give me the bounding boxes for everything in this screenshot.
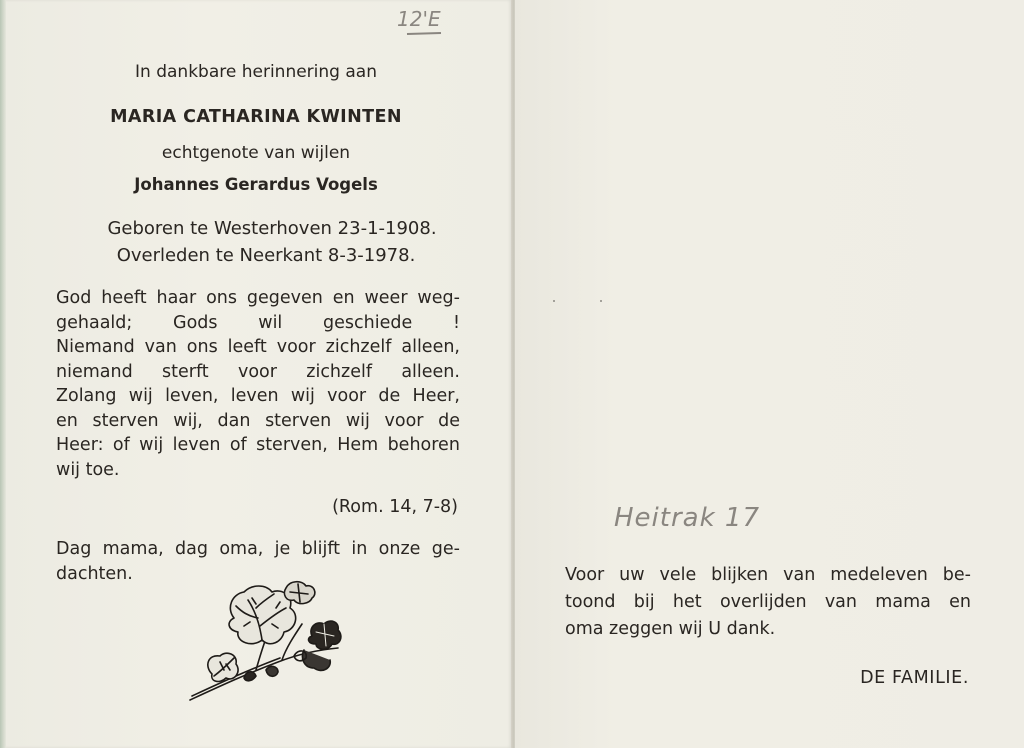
word: Zolang bbox=[56, 386, 117, 406]
paper-speck bbox=[600, 300, 602, 302]
word: ! bbox=[452, 312, 460, 333]
word: voor bbox=[384, 410, 424, 431]
word: haar bbox=[156, 288, 197, 308]
word: sterven, bbox=[256, 435, 328, 455]
flower-sprig-icon bbox=[186, 578, 346, 706]
word: voor bbox=[276, 337, 316, 357]
poem-line bbox=[56, 335, 460, 360]
word: gegeven bbox=[246, 288, 323, 308]
word: bij bbox=[633, 592, 655, 612]
word: vele bbox=[659, 565, 697, 585]
word: gehaald; bbox=[56, 312, 133, 333]
word: Heer: bbox=[56, 435, 104, 455]
word: wij, bbox=[173, 410, 203, 431]
word: oma zeggen wij U dank. bbox=[565, 619, 776, 639]
word: leven bbox=[230, 386, 279, 406]
word: je bbox=[274, 539, 291, 559]
word: dag bbox=[175, 539, 208, 559]
word: dan bbox=[217, 410, 251, 431]
word: wij bbox=[345, 410, 370, 431]
word: leven, bbox=[165, 386, 219, 406]
word: ge- bbox=[431, 539, 460, 559]
poem-line bbox=[56, 458, 460, 483]
spouse-name: Johannes Gerardus Vogels bbox=[134, 175, 378, 194]
poem-line bbox=[56, 433, 460, 458]
word: God bbox=[56, 288, 92, 308]
word: sterft bbox=[162, 361, 209, 382]
word: mama bbox=[875, 592, 931, 612]
word: onze bbox=[378, 539, 421, 559]
word: Hem bbox=[337, 435, 379, 455]
poem-line bbox=[56, 384, 460, 409]
paper-speck bbox=[553, 300, 555, 302]
word: uw bbox=[619, 565, 645, 585]
word: zichzelf bbox=[325, 337, 392, 357]
word: weg- bbox=[417, 288, 460, 308]
birth-line: Geboren te Westerhoven 23-1-1908. bbox=[107, 218, 437, 239]
word: be- bbox=[942, 565, 971, 585]
word: mama, bbox=[102, 539, 164, 559]
word: ons bbox=[186, 337, 218, 357]
word: zichzelf bbox=[306, 361, 373, 382]
word: leven bbox=[172, 435, 221, 455]
word: blijken bbox=[711, 565, 769, 585]
intro-text: In dankbare herinnering aan bbox=[135, 62, 377, 82]
word: behoren bbox=[387, 435, 460, 455]
relation-text: echtgenote van wijlen bbox=[161, 143, 351, 163]
word: van bbox=[824, 592, 857, 612]
word: blijft bbox=[301, 539, 341, 559]
farewell-line bbox=[56, 537, 460, 562]
word: voor bbox=[327, 386, 367, 406]
word: alleen. bbox=[401, 361, 460, 382]
poem-line bbox=[56, 360, 460, 385]
word: van bbox=[783, 565, 816, 585]
word: Voor bbox=[565, 565, 605, 585]
word: Heer, bbox=[412, 386, 460, 406]
word: sterven bbox=[265, 410, 332, 431]
word: of bbox=[229, 435, 247, 455]
deceased-name: MARIA CATHARINA KWINTEN bbox=[110, 107, 402, 127]
word: en bbox=[332, 288, 355, 308]
poem bbox=[56, 286, 460, 482]
word: niemand bbox=[56, 361, 133, 382]
poem-line bbox=[56, 409, 460, 434]
word: geschiede bbox=[323, 312, 413, 333]
word: de bbox=[378, 386, 401, 406]
word: wil bbox=[258, 312, 283, 333]
word: alleen, bbox=[401, 337, 460, 357]
poem-line bbox=[56, 311, 460, 336]
word: dachten. bbox=[56, 564, 133, 584]
word: in bbox=[351, 539, 368, 559]
thanks-line bbox=[565, 562, 971, 589]
word: ons bbox=[206, 288, 238, 308]
poem-line bbox=[56, 286, 460, 311]
word: Dag bbox=[56, 539, 92, 559]
word: oma, bbox=[219, 539, 264, 559]
word: wij bbox=[290, 386, 315, 406]
thanks-text bbox=[565, 562, 971, 643]
word: weer bbox=[364, 288, 408, 308]
word: leeft bbox=[227, 337, 267, 357]
word: medeleven bbox=[830, 565, 928, 585]
word: overlijden bbox=[719, 592, 807, 612]
word: Niemand bbox=[56, 337, 135, 357]
word: heeft bbox=[101, 288, 147, 308]
word: de bbox=[438, 410, 460, 431]
handwritten-note-top bbox=[393, 4, 457, 38]
word: het bbox=[672, 592, 702, 612]
word: wij bbox=[128, 386, 153, 406]
death-line: Overleden te Neerkant 8-3-1978. bbox=[116, 245, 416, 266]
handwritten-note-right bbox=[612, 496, 852, 536]
word: of bbox=[112, 435, 130, 455]
handwritten-note-right-text: Heitrak 17 bbox=[614, 503, 760, 533]
family-signature: DE FAMILIE. bbox=[860, 668, 969, 688]
word: wij toe. bbox=[56, 459, 120, 480]
word: Gods bbox=[173, 312, 218, 333]
word: en bbox=[949, 592, 971, 612]
word: van bbox=[144, 337, 177, 357]
handwritten-note-top-text: 12'E bbox=[397, 7, 441, 31]
word: en bbox=[56, 410, 78, 431]
word: wij bbox=[139, 435, 164, 455]
thanks-line bbox=[565, 589, 971, 616]
thanks-line bbox=[565, 616, 971, 643]
word: voor bbox=[237, 361, 277, 382]
word: sterven bbox=[92, 410, 159, 431]
word: toond bbox=[565, 592, 616, 612]
bible-citation: (Rom. 14, 7-8) bbox=[332, 497, 458, 517]
